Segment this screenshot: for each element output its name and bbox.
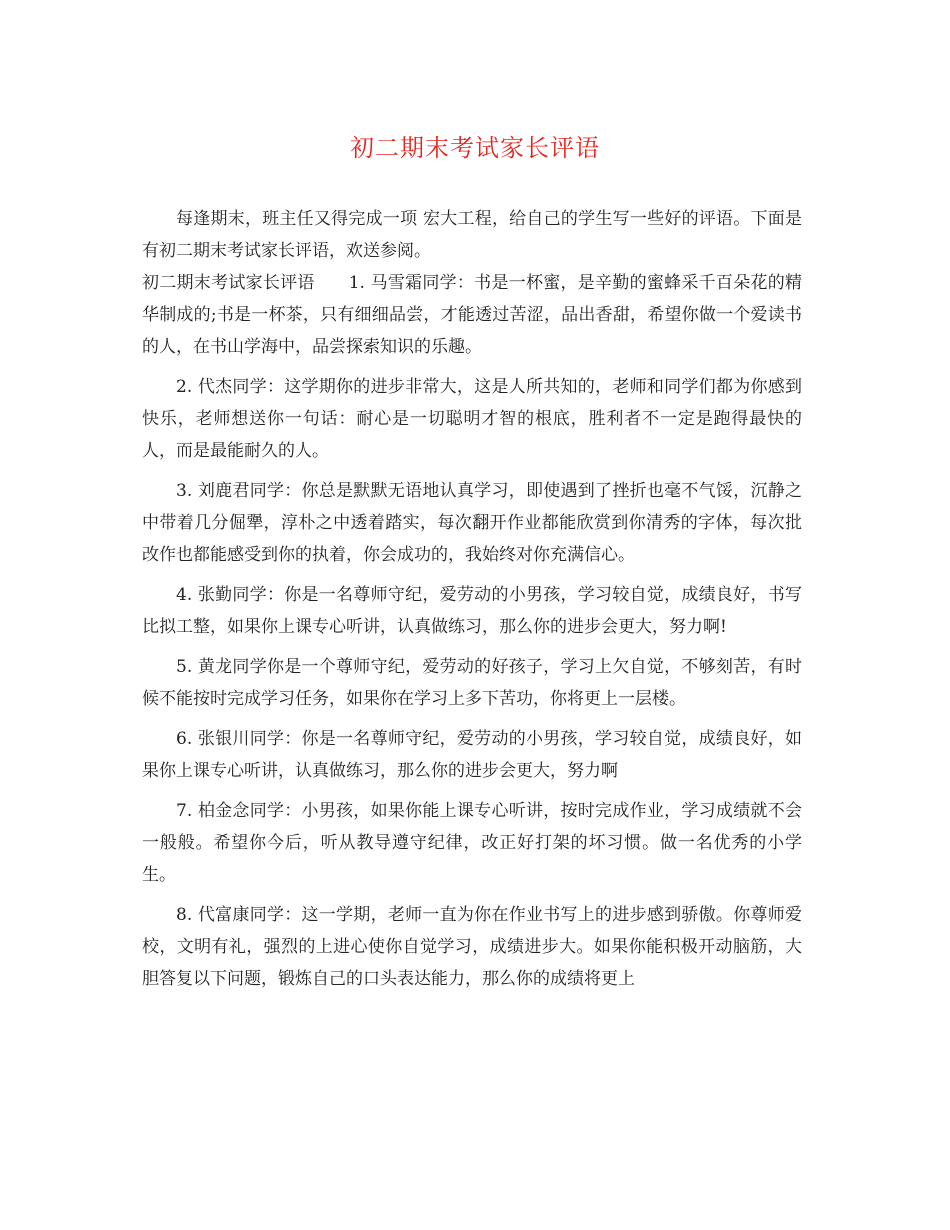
comment-paragraph-7: 7. 柏金念同学：小男孩，如果你能上课专心听讲，按时完成作业，学习成绩就不会一般般。希望你今后，听从教导遵守纪律，改正好打架的坏习惯。做一名优秀的小学生。 [142,801,802,885]
document-body [142,203,802,995]
document-title: 初二期末考试家长评语 [350,134,600,162]
comment-paragraph-1 [142,267,802,363]
comment-paragraph-3: 3. 刘鹿君同学：你总是默默无语地认真学习，即使遇到了挫折也毫不气馁，沉静之中带着几分倔犟，淳朴之中透着踏实，每次翻开作业都能欣赏到你清秀的字体，每次批改作也都能感受到你的执着，你会成功的，我始终对你充满信心。 [142,481,802,565]
intro-paragraph: 每逢期末，班主任又得完成一项 宏大工程，给自己的学生写一些好的评语。下面是有初二期末考试家长评语，欢送参阅。 [142,209,802,261]
comment-paragraph-8: 8. 代富康同学：这一学期，老师一直为你在作业书写上的进步感到骄傲。你尊师爱校，文明有礼，强烈的上进心使你自觉学习，成绩进步大。如果你能积极开动脑筋，大胆答复以下问题，锻炼自己的口头表达能力，那么你的成绩将更上 [142,905,802,989]
comment-paragraph-5: 5. 黄龙同学你是一个尊师守纪，爱劳动的好孩子，学习上欠自觉，不够刻苦，有时候不能按时完成学习任务，如果你在学习上多下苦功，你将更上一层楼。 [142,657,802,709]
comment-text-1: 1. 马雪霜同学：书是一杯蜜，是辛勤的蜜蜂采千百朵花的精华制成的;书是一杯茶，只有细细品尝，才能透过苦涩，品出香甜，希望你做一个爱读书的人，在书山学海中，品尝探索知识的乐趣。 [142,273,803,357]
comment-paragraph-4: 4. 张勤同学：你是一名尊师守纪，爱劳动的小男孩，学习较自觉，成绩良好，书写比拟工整，如果你上课专心听讲，认真做练习，那么你的进步会更大，努力啊! [142,585,802,637]
section-heading: 初二期末考试家长评语 [142,273,315,293]
comment-paragraph-6: 6. 张银川同学：你是一名尊师守纪，爱劳动的小男孩，学习较自觉，成绩良好，如果你上课专心听讲，认真做练习，那么你的进步会更大，努力啊 [142,729,802,781]
comment-paragraph-2: 2. 代杰同学：这学期你的进步非常大，这是人所共知的，老师和同学们都为你感到快乐，老师想送你一句话：耐心是一切聪明才智的根底，胜利者不一定是跑得最快的人，而是最能耐久的人。 [142,377,802,461]
